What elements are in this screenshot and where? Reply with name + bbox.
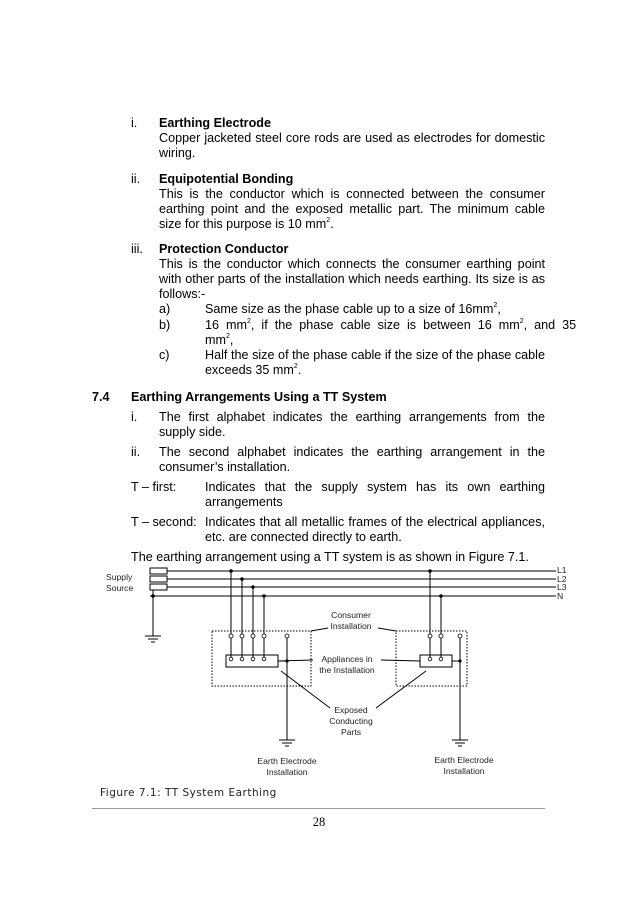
section-title: Earthing Arrangements Using a TT System (131, 390, 387, 404)
sub-item-b-label: b) (159, 318, 171, 332)
section-number: 7.4 (92, 390, 110, 404)
sub-item-c-line2: exceeds 35 $mm^2$. (205, 363, 302, 377)
sub-item-b-continuation: $mm^2$, (205, 333, 234, 347)
item-iii-line3: follows:- (159, 287, 206, 301)
t-first-label: T – first: (131, 480, 177, 494)
item-ii-line3: size for this purpose is 10 $mm^2$. (159, 217, 334, 231)
phase-label-n: N (557, 590, 564, 601)
item-i-title: Earthing Electrode (159, 116, 271, 130)
section-point-ii-number: ii. (131, 445, 141, 459)
sub-item-c-line1: Half the size of the phase cable if the size of the phase cable (205, 348, 545, 362)
item-i-line1: Copper jacketed steel core rods are used as electrodes for domestic (159, 131, 545, 145)
item-iii-number: iii. (131, 242, 143, 256)
section-point-i-number: i. (131, 410, 138, 424)
exposed-parts-label: Exposed Conducting Parts (329, 705, 373, 737)
t-second-line1: Indicates that all metallic frames of the electrical appliances, (205, 515, 545, 529)
item-i-number: i. (131, 116, 138, 130)
section-point-i-line2: supply side. (159, 425, 226, 439)
footer-rule (92, 808, 545, 809)
t-first-line1: Indicates that the supply system has its own earthing (205, 480, 545, 494)
section-point-i-line1: The first alphabet indicates the earthing arrangements from the (159, 410, 545, 424)
item-ii-number: ii. (131, 172, 141, 186)
figure-caption: Figure 7.1: TT System Earthing (100, 787, 277, 799)
phase-label-l2: L2 (557, 573, 567, 584)
appliance-box-1 (226, 655, 278, 667)
item-iii-line1: This is the conductor which connects the consumer earthing point (159, 257, 545, 271)
appliances-label: Appliances in the Installation (319, 654, 375, 675)
earth-electrode-label-2: Earth Electrode Installation (434, 755, 494, 776)
item-ii-title: Equipotential Bonding (159, 172, 294, 186)
sub-item-a-text: Same size as the phase cable up to a size of $16mm^2$, (205, 302, 501, 316)
sub-item-a-label: a) (159, 302, 171, 316)
item-iii-line2: with other parts of the installation which needs earthing. Its size is as (159, 272, 545, 286)
item-ii-line1: This is the conductor which is connected between the consumer (159, 187, 545, 201)
t-second-label: T – second: (131, 515, 197, 529)
page-number: 28 (312, 815, 326, 829)
supply-winding-l2 (150, 576, 167, 582)
closing-sentence: The earthing arrangement using a TT system is as shown in Figure 7.1. (131, 550, 529, 564)
t-second-line2: etc. are connected directly to earth. (205, 530, 402, 544)
item-ii-line2: earthing point and the exposed metallic part. The minimum cable (159, 202, 545, 216)
consumer-installation-label: Consumer Installation (330, 610, 372, 631)
phase-label-l1: L1 (557, 565, 567, 575)
appliance-box-2 (420, 655, 452, 667)
supply-winding-l1 (150, 568, 167, 574)
supply-winding-l3 (150, 584, 167, 590)
consumer-installation-box-1 (212, 631, 311, 686)
section-point-ii-line2: consumer’s installation. (159, 460, 291, 474)
item-i-line2: wiring. (159, 146, 196, 160)
earth-electrode-label-1: Earth Electrode Installation (257, 756, 317, 777)
sub-item-b-text: 16 $mm^2$, if the phase cable size is between 16 $mm^2$, and 35 (205, 318, 577, 332)
phase-label-l3: L3 (557, 582, 567, 593)
sub-item-c-label: c) (159, 348, 170, 362)
phase-labels (557, 566, 567, 600)
supply-source-label: Supply Source (106, 572, 134, 593)
t-first-line2: arrangements (205, 495, 283, 509)
section-point-ii-line1: The second alphabet indicates the earthing arrangement in the (159, 445, 545, 459)
item-iii-title: Protection Conductor (159, 242, 289, 256)
